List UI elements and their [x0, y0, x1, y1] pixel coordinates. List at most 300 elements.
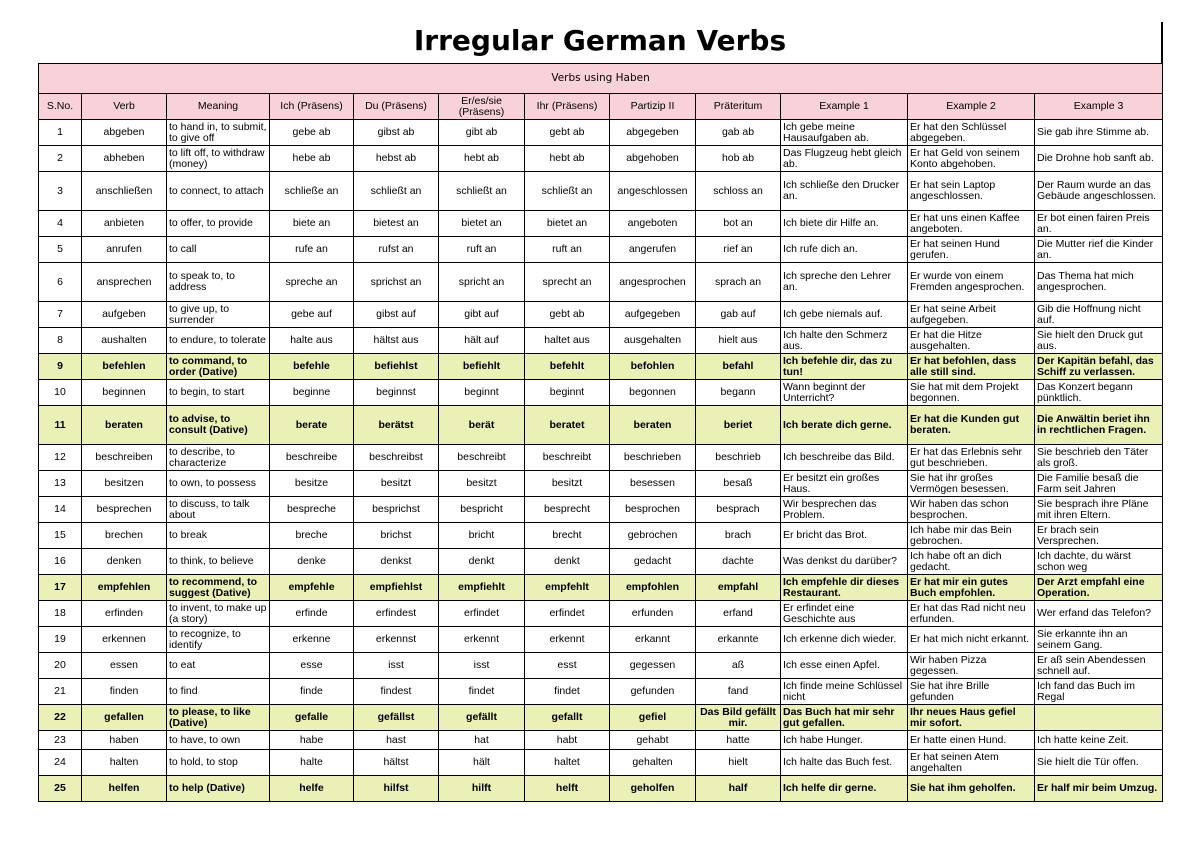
partizip-cell: besprochen	[610, 497, 696, 523]
verb-cell: brechen	[82, 523, 167, 549]
verb-cell: anschließen	[82, 172, 167, 211]
verb-cell: besprechen	[82, 497, 167, 523]
du-cell: gibst auf	[354, 302, 439, 328]
er-cell: beginnt	[439, 380, 525, 406]
meaning-cell: to lift off, to withdraw (money)	[167, 146, 270, 172]
du-cell: erfindest	[354, 601, 439, 627]
example1-cell: Ich finde meine Schlüssel nicht	[781, 679, 908, 705]
meaning-cell: to recommend, to suggest (Dative)	[167, 575, 270, 601]
du-cell: hebst ab	[354, 146, 439, 172]
table-row	[39, 237, 1163, 263]
partizip-cell: angeschlossen	[610, 172, 696, 211]
ich-cell: erkenne	[270, 627, 354, 653]
verb-cell: denken	[82, 549, 167, 575]
praeteritum-cell: Das Bild gefällt mir.	[696, 705, 781, 731]
table-body	[39, 120, 1163, 802]
du-cell: berätst	[354, 406, 439, 445]
example2-cell: Er hat mich nicht erkannt.	[908, 627, 1035, 653]
praeteritum-cell: hob ab	[696, 146, 781, 172]
row-number: 23	[39, 731, 82, 750]
verb-cell: aufgeben	[82, 302, 167, 328]
du-cell: erkennst	[354, 627, 439, 653]
example2-cell: Er hat befohlen, dass alle still sind.	[908, 354, 1035, 380]
table-row	[39, 471, 1163, 497]
ich-cell: gebe auf	[270, 302, 354, 328]
ihr-cell: befehlt	[525, 354, 610, 380]
row-number: 1	[39, 120, 82, 146]
page-title: Irregular German Verbs	[413, 24, 787, 57]
meaning-cell: to connect, to attach	[167, 172, 270, 211]
example1-cell: Ich gebe meine Hausaufgaben ab.	[781, 120, 908, 146]
ihr-cell: schließt an	[525, 172, 610, 211]
example3-cell: Der Kapitän befahl, das Schiff zu verlassen.	[1035, 354, 1163, 380]
verb-cell: haben	[82, 731, 167, 750]
row-number: 12	[39, 445, 82, 471]
row-number: 8	[39, 328, 82, 354]
du-cell: besitzt	[354, 471, 439, 497]
er-cell: findet	[439, 679, 525, 705]
example3-cell: Ich fand das Buch im Regal	[1035, 679, 1163, 705]
praeteritum-cell: gab ab	[696, 120, 781, 146]
example3-cell: Sie gab ihre Stimme ab.	[1035, 120, 1163, 146]
example3-cell: Gib die Hoffnung nicht auf.	[1035, 302, 1163, 328]
verb-cell: erkennen	[82, 627, 167, 653]
ich-cell: bespreche	[270, 497, 354, 523]
du-cell: rufst an	[354, 237, 439, 263]
example2-cell: Er hat seinen Atem angehalten	[908, 750, 1035, 776]
partizip-cell: besessen	[610, 471, 696, 497]
table-row	[39, 120, 1163, 146]
du-cell: isst	[354, 653, 439, 679]
table-row	[39, 750, 1163, 776]
example1-cell: Er erfindet eine Geschichte aus	[781, 601, 908, 627]
praeteritum-cell: beschrieb	[696, 445, 781, 471]
row-number: 7	[39, 302, 82, 328]
er-cell: gibt auf	[439, 302, 525, 328]
example3-cell: Ich dachte, du wärst schon weg	[1035, 549, 1163, 575]
example1-cell: Ich spreche den Lehrer an.	[781, 263, 908, 302]
verb-cell: anrufen	[82, 237, 167, 263]
row-number: 11	[39, 406, 82, 445]
section-title: Verbs using Haben	[39, 64, 1163, 94]
header-cell: Ich (Präsens)	[270, 94, 354, 120]
meaning-cell: to recognize, to identify	[167, 627, 270, 653]
meaning-cell: to speak to, to address	[167, 263, 270, 302]
praeteritum-cell: fand	[696, 679, 781, 705]
row-number: 3	[39, 172, 82, 211]
ich-cell: gefalle	[270, 705, 354, 731]
example1-cell: Ich befehle dir, das zu tun!	[781, 354, 908, 380]
praeteritum-cell: sprach an	[696, 263, 781, 302]
partizip-cell: beschrieben	[610, 445, 696, 471]
table-row	[39, 146, 1163, 172]
example2-cell: Wir haben das schon besprochen.	[908, 497, 1035, 523]
er-cell: empfiehlt	[439, 575, 525, 601]
er-cell: berät	[439, 406, 525, 445]
verb-cell: empfehlen	[82, 575, 167, 601]
row-number: 17	[39, 575, 82, 601]
example2-cell: Ich habe oft an dich gedacht.	[908, 549, 1035, 575]
row-number: 25	[39, 776, 82, 802]
partizip-cell: erkannt	[610, 627, 696, 653]
ihr-cell: beginnt	[525, 380, 610, 406]
example1-cell: Ich biete dir Hilfe an.	[781, 211, 908, 237]
example1-cell: Wann beginnt der Unterricht?	[781, 380, 908, 406]
partizip-cell: angesprochen	[610, 263, 696, 302]
du-cell: befiehlst	[354, 354, 439, 380]
ich-cell: finde	[270, 679, 354, 705]
partizip-cell: gehabt	[610, 731, 696, 750]
er-cell: beschreibt	[439, 445, 525, 471]
du-cell: findest	[354, 679, 439, 705]
er-cell: hebt ab	[439, 146, 525, 172]
praeteritum-cell: dachte	[696, 549, 781, 575]
du-cell: hast	[354, 731, 439, 750]
ich-cell: hebe ab	[270, 146, 354, 172]
example3-cell: Er bot einen fairen Preis an.	[1035, 211, 1163, 237]
example2-cell: Er hatte einen Hund.	[908, 731, 1035, 750]
er-cell: hat	[439, 731, 525, 750]
partizip-cell: ausgehalten	[610, 328, 696, 354]
du-cell: denkst	[354, 549, 439, 575]
er-cell: spricht an	[439, 263, 525, 302]
example2-cell: Er hat sein Laptop angeschlossen.	[908, 172, 1035, 211]
example3-cell: Er aß sein Abendessen schnell auf.	[1035, 653, 1163, 679]
example1-cell: Das Buch hat mir sehr gut gefallen.	[781, 705, 908, 731]
ich-cell: denke	[270, 549, 354, 575]
er-cell: bespricht	[439, 497, 525, 523]
row-number: 24	[39, 750, 82, 776]
table-row	[39, 601, 1163, 627]
example2-cell: Sie hat mit dem Projekt begonnen.	[908, 380, 1035, 406]
example1-cell: Er besitzt ein großes Haus.	[781, 471, 908, 497]
du-cell: hältst	[354, 750, 439, 776]
example3-cell: Das Konzert begann pünktlich.	[1035, 380, 1163, 406]
header-cell: Verb	[82, 94, 167, 120]
ihr-cell: erfindet	[525, 601, 610, 627]
row-number: 2	[39, 146, 82, 172]
meaning-cell: to begin, to start	[167, 380, 270, 406]
praeteritum-cell: erkannte	[696, 627, 781, 653]
example3-cell: Das Thema hat mich angesprochen.	[1035, 263, 1163, 302]
example1-cell: Das Flugzeug hebt gleich ab.	[781, 146, 908, 172]
meaning-cell: to have, to own	[167, 731, 270, 750]
header-cell: Example 2	[908, 94, 1035, 120]
verb-cell: finden	[82, 679, 167, 705]
ich-cell: berate	[270, 406, 354, 445]
meaning-cell: to offer, to provide	[167, 211, 270, 237]
er-cell: gefällt	[439, 705, 525, 731]
table-row	[39, 302, 1163, 328]
ich-cell: halte aus	[270, 328, 354, 354]
ihr-cell: haltet	[525, 750, 610, 776]
row-number: 15	[39, 523, 82, 549]
er-cell: gibt ab	[439, 120, 525, 146]
ich-cell: rufe an	[270, 237, 354, 263]
meaning-cell: to command, to order (Dative)	[167, 354, 270, 380]
example1-cell: Ich esse einen Apfel.	[781, 653, 908, 679]
example2-cell: Er hat seine Arbeit aufgegeben.	[908, 302, 1035, 328]
ich-cell: besitze	[270, 471, 354, 497]
meaning-cell: to please, to like (Dative)	[167, 705, 270, 731]
table-row	[39, 776, 1163, 802]
header-row	[39, 94, 1163, 120]
table-row	[39, 406, 1163, 445]
row-number: 22	[39, 705, 82, 731]
example2-cell: Sie hat ihre Brille gefunden	[908, 679, 1035, 705]
example3-cell: Die Anwältin beriet ihn in rechtlichen Fragen.	[1035, 406, 1163, 445]
header-cell: Example 3	[1035, 94, 1163, 120]
er-cell: hält	[439, 750, 525, 776]
verb-cell: beschreiben	[82, 445, 167, 471]
example2-cell: Er hat Geld von seinem Konto abgehoben.	[908, 146, 1035, 172]
table-row	[39, 328, 1163, 354]
ich-cell: gebe ab	[270, 120, 354, 146]
du-cell: beginnst	[354, 380, 439, 406]
table-row	[39, 679, 1163, 705]
praeteritum-cell: schloss an	[696, 172, 781, 211]
praeteritum-cell: besaß	[696, 471, 781, 497]
example2-cell: Sie hat ihm geholfen.	[908, 776, 1035, 802]
example1-cell: Ich rufe dich an.	[781, 237, 908, 263]
example3-cell: Sie hielt den Druck gut aus.	[1035, 328, 1163, 354]
ich-cell: schließe an	[270, 172, 354, 211]
partizip-cell: begonnen	[610, 380, 696, 406]
header-cell: Du (Präsens)	[354, 94, 439, 120]
example2-cell: Er hat das Rad nicht neu erfunden.	[908, 601, 1035, 627]
ihr-cell: gebt ab	[525, 120, 610, 146]
example2-cell: Er hat die Kunden gut beraten.	[908, 406, 1035, 445]
header-cell: Example 1	[781, 94, 908, 120]
table-row	[39, 731, 1163, 750]
du-cell: empfiehlst	[354, 575, 439, 601]
example3-cell: Die Drohne hob sanft ab.	[1035, 146, 1163, 172]
verb-cell: beraten	[82, 406, 167, 445]
ich-cell: biete an	[270, 211, 354, 237]
partizip-cell: gehalten	[610, 750, 696, 776]
verb-cell: beginnen	[82, 380, 167, 406]
row-number: 18	[39, 601, 82, 627]
du-cell: beschreibst	[354, 445, 439, 471]
table-row	[39, 627, 1163, 653]
table-row	[39, 263, 1163, 302]
example3-cell: Sie erkannte ihn an seinem Gang.	[1035, 627, 1163, 653]
partizip-cell: befohlen	[610, 354, 696, 380]
verb-cell: essen	[82, 653, 167, 679]
table-row	[39, 575, 1163, 601]
example2-cell: Er wurde von einem Fremden angesprochen.	[908, 263, 1035, 302]
ich-cell: beginne	[270, 380, 354, 406]
ihr-cell: bietet an	[525, 211, 610, 237]
praeteritum-cell: brach	[696, 523, 781, 549]
example2-cell: Er hat uns einen Kaffee angeboten.	[908, 211, 1035, 237]
meaning-cell: to advise, to consult (Dative)	[167, 406, 270, 445]
partizip-cell: gefiel	[610, 705, 696, 731]
partizip-cell: erfunden	[610, 601, 696, 627]
ich-cell: halte	[270, 750, 354, 776]
row-number: 19	[39, 627, 82, 653]
example1-cell: Ich erkenne dich wieder.	[781, 627, 908, 653]
meaning-cell: to invent, to make up (a story)	[167, 601, 270, 627]
ihr-cell: beratet	[525, 406, 610, 445]
example2-cell: Er hat den Schlüssel abgegeben.	[908, 120, 1035, 146]
partizip-cell: abgehoben	[610, 146, 696, 172]
praeteritum-cell: bot an	[696, 211, 781, 237]
meaning-cell: to own, to possess	[167, 471, 270, 497]
partizip-cell: gedacht	[610, 549, 696, 575]
row-number: 4	[39, 211, 82, 237]
table-row	[39, 497, 1163, 523]
table-row	[39, 523, 1163, 549]
ihr-cell: beschreibt	[525, 445, 610, 471]
ihr-cell: brecht	[525, 523, 610, 549]
ihr-cell: esst	[525, 653, 610, 679]
praeteritum-cell: befahl	[696, 354, 781, 380]
example3-cell: Der Raum wurde an das Gebäude angeschlossen.	[1035, 172, 1163, 211]
ich-cell: esse	[270, 653, 354, 679]
ich-cell: habe	[270, 731, 354, 750]
praeteritum-cell: rief an	[696, 237, 781, 263]
partizip-cell: empfohlen	[610, 575, 696, 601]
table-row	[39, 549, 1163, 575]
example2-cell: Er hat seinen Hund gerufen.	[908, 237, 1035, 263]
partizip-cell: abgegeben	[610, 120, 696, 146]
partizip-cell: gefunden	[610, 679, 696, 705]
er-cell: bricht	[439, 523, 525, 549]
praeteritum-cell: hielt	[696, 750, 781, 776]
example1-cell: Ich gebe niemals auf.	[781, 302, 908, 328]
ihr-cell: besitzt	[525, 471, 610, 497]
praeteritum-cell: hatte	[696, 731, 781, 750]
du-cell: besprichst	[354, 497, 439, 523]
example2-cell: Ich habe mir das Bein gebrochen.	[908, 523, 1035, 549]
verb-cell: helfen	[82, 776, 167, 802]
verb-cell: ansprechen	[82, 263, 167, 302]
du-cell: hältst aus	[354, 328, 439, 354]
table-row	[39, 445, 1163, 471]
er-cell: isst	[439, 653, 525, 679]
ihr-cell: gefallt	[525, 705, 610, 731]
praeteritum-cell: half	[696, 776, 781, 802]
table-row	[39, 354, 1163, 380]
example3-cell: Sie besprach ihre Pläne mit ihren Eltern.	[1035, 497, 1163, 523]
praeteritum-cell: hielt aus	[696, 328, 781, 354]
meaning-cell: to think, to believe	[167, 549, 270, 575]
example1-cell: Was denkst du darüber?	[781, 549, 908, 575]
verb-cell: anbieten	[82, 211, 167, 237]
row-number: 20	[39, 653, 82, 679]
example1-cell: Ich beschreibe das Bild.	[781, 445, 908, 471]
ihr-cell: erkennt	[525, 627, 610, 653]
praeteritum-cell: aß	[696, 653, 781, 679]
table-row	[39, 172, 1163, 211]
example3-cell: Sie beschrieb den Täter als groß.	[1035, 445, 1163, 471]
ihr-cell: empfehlt	[525, 575, 610, 601]
example3-cell: Der Arzt empfahl eine Operation.	[1035, 575, 1163, 601]
meaning-cell: to call	[167, 237, 270, 263]
example1-cell: Ich helfe dir gerne.	[781, 776, 908, 802]
verbs-table	[38, 63, 1163, 802]
ihr-cell: ruft an	[525, 237, 610, 263]
example3-cell: Ich hatte keine Zeit.	[1035, 731, 1163, 750]
ihr-cell: gebt ab	[525, 302, 610, 328]
table-row	[39, 211, 1163, 237]
praeteritum-cell: beriet	[696, 406, 781, 445]
header-cell: Präteritum	[696, 94, 781, 120]
header-cell: Meaning	[167, 94, 270, 120]
meaning-cell: to endure, to tolerate	[167, 328, 270, 354]
du-cell: gefällst	[354, 705, 439, 731]
verb-cell: halten	[82, 750, 167, 776]
du-cell: hilfst	[354, 776, 439, 802]
ihr-cell: denkt	[525, 549, 610, 575]
ihr-cell: helft	[525, 776, 610, 802]
ich-cell: beschreibe	[270, 445, 354, 471]
praeteritum-cell: begann	[696, 380, 781, 406]
example1-cell: Ich halte das Buch fest.	[781, 750, 908, 776]
du-cell: gibst ab	[354, 120, 439, 146]
row-number: 10	[39, 380, 82, 406]
er-cell: befiehlt	[439, 354, 525, 380]
ihr-cell: hebt ab	[525, 146, 610, 172]
example1-cell: Wir besprechen das Problem.	[781, 497, 908, 523]
verb-cell: erfinden	[82, 601, 167, 627]
row-number: 14	[39, 497, 82, 523]
example3-cell: Die Mutter rief die Kinder an.	[1035, 237, 1163, 263]
praeteritum-cell: besprach	[696, 497, 781, 523]
example3-cell: Sie hielt die Tür offen.	[1035, 750, 1163, 776]
example2-cell: Sie hat ihr großes Vermögen besessen.	[908, 471, 1035, 497]
partizip-cell: gegessen	[610, 653, 696, 679]
partizip-cell: angerufen	[610, 237, 696, 263]
er-cell: erkennt	[439, 627, 525, 653]
verb-cell: abheben	[82, 146, 167, 172]
ich-cell: breche	[270, 523, 354, 549]
partizip-cell: geholfen	[610, 776, 696, 802]
header-cell: Ihr (Präsens)	[525, 94, 610, 120]
du-cell: brichst	[354, 523, 439, 549]
row-number: 16	[39, 549, 82, 575]
meaning-cell: to describe, to characterize	[167, 445, 270, 471]
ich-cell: spreche an	[270, 263, 354, 302]
example3-cell: Die Familie besaß die Farm seit Jahren	[1035, 471, 1163, 497]
ihr-cell: haltet aus	[525, 328, 610, 354]
ich-cell: erfinde	[270, 601, 354, 627]
example1-cell: Ich empfehle dir dieses Restaurant.	[781, 575, 908, 601]
partizip-cell: aufgegeben	[610, 302, 696, 328]
header-cell: Partizip II	[610, 94, 696, 120]
meaning-cell: to help (Dative)	[167, 776, 270, 802]
ich-cell: befehle	[270, 354, 354, 380]
du-cell: bietest an	[354, 211, 439, 237]
partizip-cell: gebrochen	[610, 523, 696, 549]
er-cell: erfindet	[439, 601, 525, 627]
header-cell: S.No.	[39, 94, 82, 120]
verb-cell: aushalten	[82, 328, 167, 354]
verb-cell: befehlen	[82, 354, 167, 380]
example2-cell: Wir haben Pizza gegessen.	[908, 653, 1035, 679]
praeteritum-cell: empfahl	[696, 575, 781, 601]
partizip-cell: beraten	[610, 406, 696, 445]
er-cell: hält auf	[439, 328, 525, 354]
example2-cell: Er hat mir ein gutes Buch empfohlen.	[908, 575, 1035, 601]
row-number: 21	[39, 679, 82, 705]
table-row	[39, 705, 1163, 731]
meaning-cell: to hold, to stop	[167, 750, 270, 776]
ich-cell: helfe	[270, 776, 354, 802]
row-number: 13	[39, 471, 82, 497]
du-cell: schließt an	[354, 172, 439, 211]
